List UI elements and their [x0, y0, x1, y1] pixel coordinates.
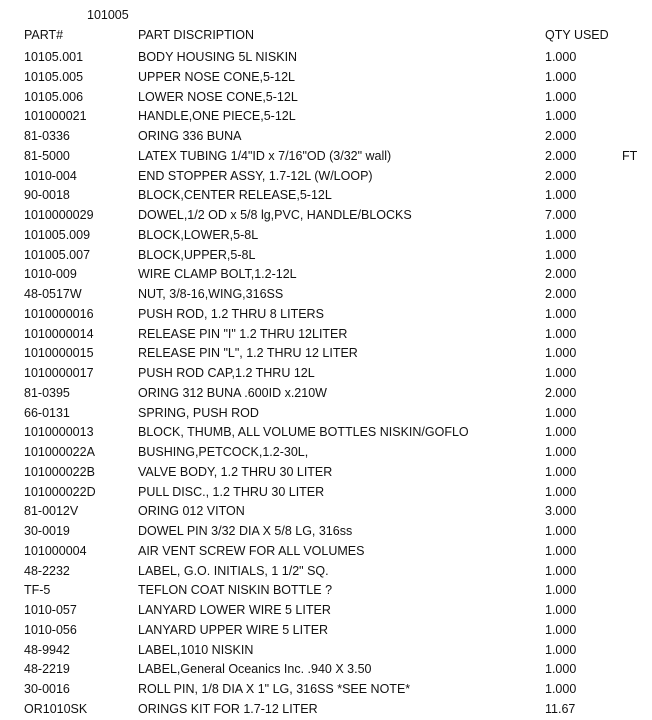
table-row	[0, 700, 652, 720]
part-number-cell: 1010-056	[24, 622, 77, 637]
part-number-cell: 101005.007	[24, 247, 91, 262]
parts-list	[0, 48, 652, 720]
qty-used-cell: 2.000	[545, 287, 577, 301]
table-row	[0, 522, 652, 542]
qty-used-cell: 7.000	[545, 208, 577, 222]
part-description-cell: RELEASE PIN "I" 1.2 THRU 12LITER	[138, 326, 348, 341]
qty-used-cell: 1.000	[545, 622, 577, 637]
qty-used-cell: 3.000	[545, 504, 577, 519]
table-row	[0, 48, 652, 68]
part-number-cell: 101005.009	[24, 227, 91, 242]
qty-used-cell: 1.000	[545, 346, 577, 361]
part-number-cell: 101000022D	[24, 484, 96, 499]
part-number-cell: 81-0395	[24, 385, 70, 400]
qty-used-cell: 1.000	[545, 484, 577, 499]
part-description-cell: BLOCK,LOWER,5-8L	[138, 227, 259, 242]
part-number-cell: 101000022B	[24, 464, 95, 479]
header-part-number: PART#	[24, 28, 64, 42]
part-description-cell: PULL DISC., 1.2 THRU 30 LITER	[138, 484, 325, 499]
part-number-cell: 48-2232	[24, 563, 70, 578]
qty-used-cell: 1.000	[545, 583, 577, 598]
part-number-cell: 1010000016	[24, 306, 94, 321]
part-number-cell: OR1010SK	[24, 701, 88, 716]
part-description-cell: PUSH ROD, 1.2 THRU 8 LITERS	[138, 306, 324, 321]
part-description-cell: VALVE BODY, 1.2 THRU 30 LITER	[138, 464, 333, 479]
table-row	[0, 344, 652, 364]
part-description-cell: ORINGS KIT FOR 1.7-12 LITER	[138, 701, 318, 716]
part-number-cell: 81-0012V	[24, 504, 79, 519]
table-row	[0, 621, 652, 641]
part-description-cell: BUSHING,PETCOCK,1.2-30L,	[138, 445, 309, 459]
table-row	[0, 483, 652, 503]
qty-used-cell: 1.000	[545, 247, 577, 262]
part-description-cell: ROLL PIN, 1/8 DIA X 1" LG, 316SS *SEE NOTE*	[138, 682, 411, 696]
qty-used-cell: 1.000	[545, 69, 577, 84]
qty-used-cell: 1.000	[545, 524, 577, 538]
part-description-cell: ORING 312 BUNA .600ID x.210W	[138, 385, 327, 400]
part-description-cell: NUT, 3/8-16,WING,316SS	[138, 287, 284, 301]
part-number-cell: 30-0019	[24, 524, 70, 538]
part-description-cell: LANYARD UPPER WIRE 5 LITER	[138, 622, 329, 637]
part-description-cell: LABEL,1010 NISKIN	[138, 642, 254, 657]
qty-used-cell: 1.000	[545, 109, 577, 124]
qty-used-cell: 1.000	[545, 464, 577, 479]
qty-used-cell: 1.000	[545, 366, 577, 380]
qty-used-cell: 1.000	[545, 405, 577, 420]
part-description-cell: LABEL,General Oceanics Inc. .940 X 3.50	[138, 662, 372, 677]
qty-used-cell: 1.000	[545, 188, 577, 203]
part-description-cell: LANYARD LOWER WIRE 5 LITER	[138, 603, 331, 617]
part-number-cell: 101000022A	[24, 445, 95, 459]
unit-cell: FT	[622, 148, 638, 163]
part-description-cell: HANDLE,ONE PIECE,5-12L	[138, 109, 296, 124]
part-number-cell: 10105.006	[24, 89, 84, 104]
table-row	[0, 167, 652, 187]
qty-used-cell: 1.000	[545, 89, 577, 104]
part-number-cell: 81-0336	[24, 129, 70, 143]
table-row	[0, 443, 652, 463]
table-row	[0, 246, 652, 266]
part-description-cell: TEFLON COAT NISKIN BOTTLE ?	[138, 583, 333, 598]
table-row	[0, 660, 652, 680]
qty-used-cell: 2.000	[545, 168, 577, 183]
table-row	[0, 384, 652, 404]
part-number-cell: 66-0131	[24, 405, 70, 420]
part-number-cell: 81-5000	[24, 148, 70, 163]
part-description-cell: BLOCK, THUMB, ALL VOLUME BOTTLES NISKIN/GOFLO	[138, 425, 469, 440]
table-row	[0, 680, 652, 700]
qty-used-cell: 1.000	[545, 425, 577, 440]
part-number-cell: 1010-009	[24, 267, 77, 282]
part-number-cell: 48-9942	[24, 642, 70, 657]
table-row	[0, 581, 652, 601]
table-row	[0, 325, 652, 345]
part-number-cell: 48-2219	[24, 662, 70, 677]
table-row	[0, 107, 652, 127]
header-part-description: PART DISCRIPTION	[138, 28, 254, 42]
table-row	[0, 147, 652, 167]
qty-used-cell: 2.000	[545, 267, 577, 282]
qty-used-cell: 1.000	[545, 662, 577, 677]
part-description-cell: UPPER NOSE CONE,5-12L	[138, 69, 295, 84]
part-description-cell: DOWEL PIN 3/32 DIA X 5/8 LG, 316ss	[138, 524, 353, 538]
part-description-cell: LOWER NOSE CONE,5-12L	[138, 89, 298, 104]
table-row	[0, 364, 652, 384]
table-row	[0, 305, 652, 325]
table-row	[0, 463, 652, 483]
header-qty-used: QTY USED	[545, 28, 609, 42]
part-description-cell: AIR VENT SCREW FOR ALL VOLUMES	[138, 543, 365, 558]
part-description-cell: END STOPPER ASSY, 1.7-12L (W/LOOP)	[138, 168, 373, 183]
qty-used-cell: 11.67	[545, 701, 576, 716]
table-row	[0, 265, 652, 285]
table-row	[0, 285, 652, 305]
part-description-cell: SPRING, PUSH ROD	[138, 405, 259, 420]
part-number-cell: 1010000015	[24, 346, 94, 361]
qty-used-cell: 1.000	[545, 306, 577, 321]
part-number-cell: 1010000017	[24, 366, 94, 380]
part-description-cell: RELEASE PIN "L", 1.2 THRU 12 LITER	[138, 346, 358, 361]
table-row	[0, 641, 652, 661]
part-description-cell: PUSH ROD CAP,1.2 THRU 12L	[138, 366, 315, 380]
part-number-cell: 1010-004	[24, 168, 77, 183]
qty-used-cell: 1.000	[545, 543, 577, 558]
qty-used-cell: 1.000	[545, 326, 577, 341]
part-description-cell: LABEL, G.O. INITIALS, 1 1/2" SQ.	[138, 563, 329, 578]
part-number-cell: 30-0016	[24, 682, 70, 696]
part-description-cell: ORING 336 BUNA	[138, 129, 242, 143]
part-description-cell: LATEX TUBING 1/4"ID x 7/16"OD (3/32" wall)	[138, 148, 392, 163]
part-number-cell: 1010000013	[24, 425, 94, 440]
table-row	[0, 502, 652, 522]
qty-used-cell: 1.000	[545, 227, 577, 242]
table-row	[0, 127, 652, 147]
table-row	[0, 226, 652, 246]
part-description-cell: ORING 012 VITON	[138, 504, 245, 519]
qty-used-cell: 1.000	[545, 682, 577, 696]
qty-used-cell: 2.000	[545, 385, 577, 400]
part-description-cell: BLOCK,UPPER,5-8L	[138, 247, 256, 262]
table-row	[0, 68, 652, 88]
part-number-cell: 1010000014	[24, 326, 94, 341]
part-number-cell: 10105.005	[24, 69, 84, 84]
part-number-cell: 90-0018	[24, 188, 70, 203]
document-id: 101005	[87, 8, 129, 22]
table-row	[0, 562, 652, 582]
part-description-cell: BLOCK,CENTER RELEASE,5-12L	[138, 188, 332, 203]
part-number-cell: 1010-057	[24, 603, 77, 617]
part-number-cell: 1010000029	[24, 208, 94, 222]
part-number-cell: 101000021	[24, 109, 87, 124]
part-number-cell: 10105.001	[24, 50, 84, 64]
qty-used-cell: 1.000	[545, 603, 577, 617]
qty-used-cell: 1.000	[545, 563, 577, 578]
part-number-cell: 48-0517W	[24, 287, 82, 301]
part-description-cell: BODY HOUSING 5L NISKIN	[138, 50, 298, 64]
part-number-cell: 101000004	[24, 543, 87, 558]
qty-used-cell: 2.000	[545, 129, 577, 143]
part-description-cell: WIRE CLAMP BOLT,1.2-12L	[138, 267, 297, 282]
part-number-cell: TF-5	[24, 583, 51, 598]
table-row	[0, 542, 652, 562]
table-row	[0, 88, 652, 108]
table-row	[0, 404, 652, 424]
qty-used-cell: 2.000	[545, 148, 577, 163]
qty-used-cell: 1.000	[545, 642, 577, 657]
part-description-cell: DOWEL,1/2 OD x 5/8 lg,PVC, HANDLE/BLOCKS	[138, 208, 412, 222]
table-row	[0, 423, 652, 443]
qty-used-cell: 1.000	[545, 445, 577, 459]
qty-used-cell: 1.000	[545, 50, 577, 64]
table-row	[0, 206, 652, 226]
table-row	[0, 186, 652, 206]
table-row	[0, 601, 652, 621]
